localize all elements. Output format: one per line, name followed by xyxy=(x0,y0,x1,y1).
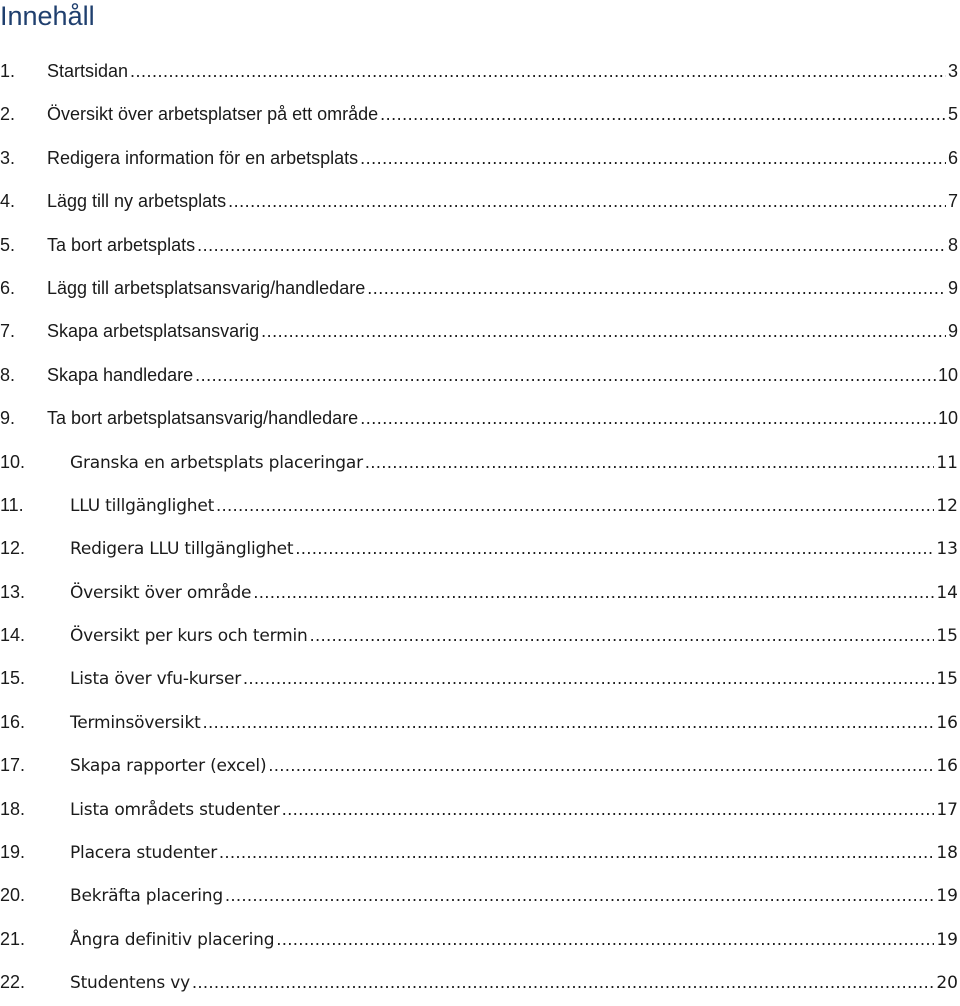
toc-entry-title[interactable]: Studentens vy xyxy=(70,973,190,994)
toc-dot-leader xyxy=(195,354,936,397)
toc-entry[interactable] xyxy=(0,93,960,136)
toc-dot-leader xyxy=(216,484,934,527)
toc-entry-page: 15 xyxy=(936,626,958,647)
toc-entry-number: 8. xyxy=(0,364,16,385)
toc-entry-title[interactable]: Översikt över område xyxy=(70,582,252,603)
toc-entry-title[interactable]: Lägg till ny arbetsplats xyxy=(47,191,227,212)
toc-entry-page: 9 xyxy=(947,277,958,298)
toc-entry-title[interactable]: Granska en arbetsplats placeringar xyxy=(70,452,363,473)
toc-entry-title[interactable]: Bekräfta placering xyxy=(70,886,223,907)
toc-entry[interactable] xyxy=(0,310,960,353)
toc-entry-title[interactable]: Ta bort arbetsplatsansvarig/handledare xyxy=(47,408,359,429)
toc-entry-number: 5. xyxy=(0,234,16,255)
toc-dot-leader xyxy=(228,180,946,223)
toc-entry-page: 3 xyxy=(947,61,958,81)
toc-entry-number: 22. xyxy=(0,972,26,993)
toc-entry-number: 20. xyxy=(0,885,26,906)
toc-entry[interactable] xyxy=(0,180,960,223)
toc-entry[interactable] xyxy=(0,744,960,787)
toc-dot-leader xyxy=(130,50,946,93)
toc-entry-number: 18. xyxy=(0,798,26,819)
toc-entry-page: 14 xyxy=(936,582,958,603)
toc-entry-number: 6. xyxy=(0,277,16,298)
toc-dot-leader xyxy=(197,224,946,267)
table-of-contents xyxy=(0,50,960,1005)
toc-entry-page: 11 xyxy=(936,452,958,473)
toc-entry[interactable] xyxy=(0,224,960,267)
toc-entry-title[interactable]: Lista över vfu-kurser xyxy=(70,669,241,690)
toc-dot-leader xyxy=(203,701,935,744)
toc-entry[interactable] xyxy=(0,961,960,1004)
toc-entry[interactable] xyxy=(0,831,960,874)
toc-dot-leader xyxy=(295,527,934,570)
toc-entry[interactable] xyxy=(0,354,960,397)
toc-entry-number: 16. xyxy=(0,711,26,732)
toc-dot-leader xyxy=(261,310,946,353)
toc-entry-page: 20 xyxy=(936,973,958,994)
toc-entry-title[interactable]: Lista områdets studenter xyxy=(70,799,280,820)
toc-entry-title[interactable]: Skapa handledare xyxy=(47,364,194,385)
toc-entry-number: 19. xyxy=(0,842,26,863)
toc-entry-page: 15 xyxy=(936,669,958,690)
toc-dot-leader xyxy=(243,657,934,700)
toc-entry[interactable] xyxy=(0,137,960,180)
toc-entry-number: 12. xyxy=(0,538,26,559)
toc-entry-title[interactable]: Startsidan xyxy=(47,61,129,81)
toc-entry-page: 19 xyxy=(936,886,958,907)
toc-dot-leader xyxy=(367,267,946,310)
toc-entry[interactable] xyxy=(0,397,960,440)
toc-entry-number: 21. xyxy=(0,928,26,949)
toc-entry-number: 10. xyxy=(0,451,26,472)
toc-entry-number: 4. xyxy=(0,191,16,212)
toc-entry-number: 3. xyxy=(0,147,16,168)
toc-entry-title[interactable]: Lägg till arbetsplatsansvarig/handledare xyxy=(47,277,366,298)
toc-entry-page: 16 xyxy=(936,756,958,777)
toc-dot-leader xyxy=(268,744,934,787)
toc-heading: Innehåll xyxy=(0,1,95,31)
toc-entry-number: 2. xyxy=(0,104,16,125)
toc-entry-page: 10 xyxy=(937,408,958,429)
toc-dot-leader xyxy=(365,441,934,484)
toc-entry-number: 17. xyxy=(0,755,26,776)
toc-entry[interactable] xyxy=(0,571,960,614)
toc-entry[interactable] xyxy=(0,441,960,484)
toc-entry[interactable] xyxy=(0,918,960,961)
toc-dot-leader xyxy=(225,874,934,917)
toc-entry-number: 15. xyxy=(0,668,26,689)
toc-entry[interactable] xyxy=(0,788,960,831)
toc-entry-number: 9. xyxy=(0,408,16,429)
toc-dot-leader xyxy=(192,961,934,1004)
toc-entry-page: 6 xyxy=(947,147,958,168)
toc-dot-leader xyxy=(310,614,935,657)
toc-dot-leader xyxy=(282,788,935,831)
toc-entry-title[interactable]: Redigera LLU tillgänglighet xyxy=(70,539,294,560)
toc-dot-leader xyxy=(380,93,946,136)
toc-entry-title[interactable]: Redigera information för en arbetsplats xyxy=(47,147,359,168)
toc-entry-number: 1. xyxy=(0,61,16,81)
toc-entry[interactable] xyxy=(0,657,960,700)
toc-dot-leader xyxy=(276,918,934,961)
toc-dot-leader xyxy=(360,137,946,180)
toc-entry-page: 17 xyxy=(936,799,958,820)
toc-entry-page: 12 xyxy=(936,495,958,516)
toc-entry-title[interactable]: Terminsöversikt xyxy=(70,712,201,733)
toc-entry-page: 19 xyxy=(936,929,958,950)
toc-entry[interactable] xyxy=(0,527,960,570)
toc-entry[interactable] xyxy=(0,614,960,657)
toc-entry[interactable] xyxy=(0,484,960,527)
toc-entry[interactable] xyxy=(0,50,960,93)
toc-entry-page: 10 xyxy=(937,364,958,385)
toc-entry-title[interactable]: Skapa arbetsplatsansvarig xyxy=(47,321,260,342)
toc-entry-title[interactable]: Placera studenter xyxy=(70,843,218,864)
toc-dot-leader xyxy=(219,831,934,874)
toc-entry-page: 13 xyxy=(936,539,958,560)
toc-entry-number: 13. xyxy=(0,581,26,602)
toc-dot-leader xyxy=(360,397,936,440)
toc-entry-title[interactable]: LLU tillgänglighet xyxy=(70,495,215,516)
toc-entry-number: 7. xyxy=(0,321,16,342)
toc-entry-page: 18 xyxy=(936,843,958,864)
toc-entry[interactable] xyxy=(0,701,960,744)
toc-entry[interactable] xyxy=(0,267,960,310)
toc-entry-page: 7 xyxy=(947,191,958,212)
toc-entry-title[interactable]: Översikt över arbetsplatser på ett område xyxy=(47,104,379,125)
toc-entry-title[interactable]: Ångra definitiv placering xyxy=(70,929,275,950)
toc-entry[interactable] xyxy=(0,874,960,917)
toc-entry-title[interactable]: Översikt per kurs och termin xyxy=(70,626,308,647)
toc-entry-page: 8 xyxy=(947,234,958,255)
toc-entry-title[interactable]: Ta bort arbetsplats xyxy=(47,234,196,255)
toc-entry-number: 14. xyxy=(0,625,26,646)
toc-entry-page: 9 xyxy=(947,321,958,342)
toc-dot-leader xyxy=(253,571,934,614)
toc-entry-page: 16 xyxy=(936,712,958,733)
toc-entry-number: 11. xyxy=(0,494,24,515)
toc-entry-title[interactable]: Skapa rapporter (excel) xyxy=(70,756,267,777)
toc-entry-page: 5 xyxy=(947,104,958,125)
